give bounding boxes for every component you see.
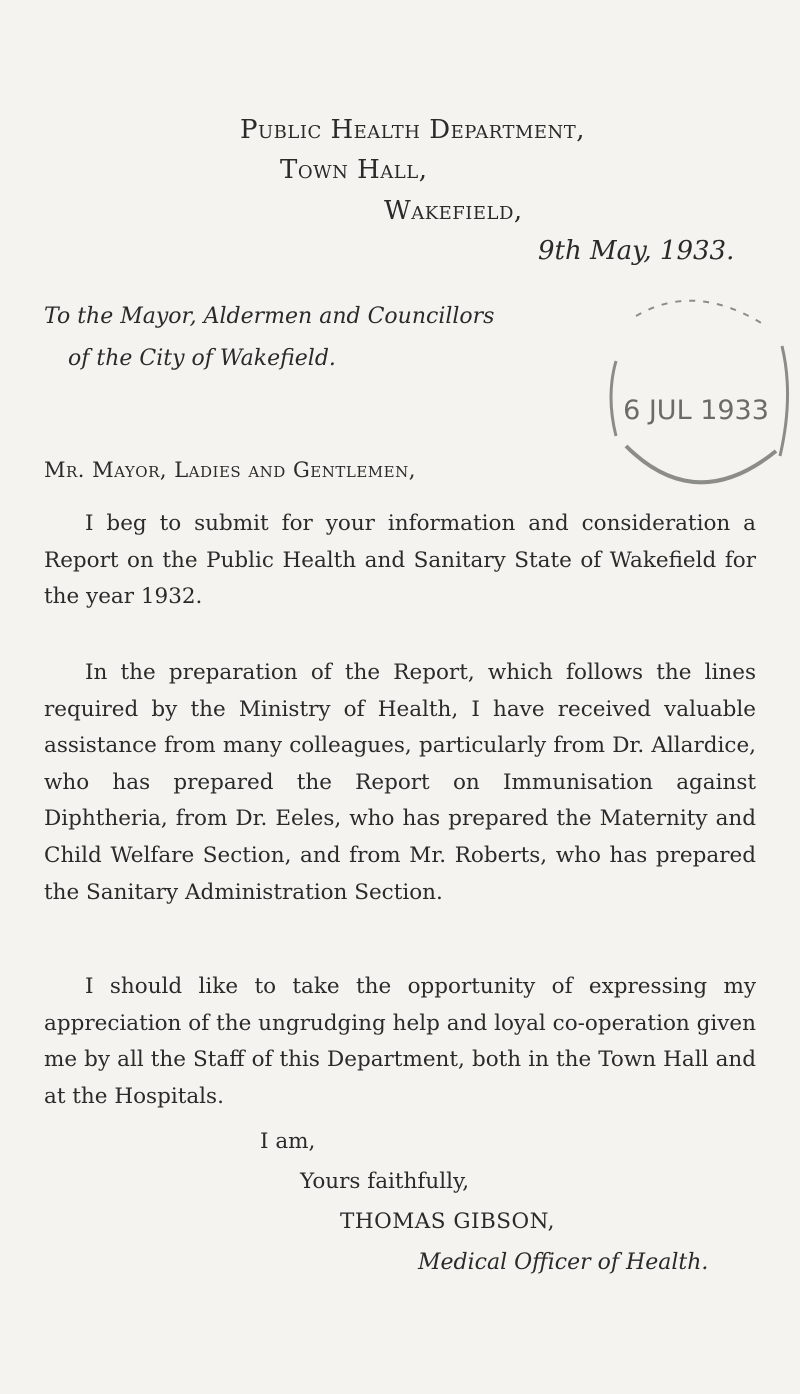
signatory-title: Medical Officer of Health. xyxy=(418,1250,709,1275)
stamp-date: 6 JUL 1933 xyxy=(623,395,769,426)
date-rest: May, 1933. xyxy=(590,236,735,266)
date-day: 9th xyxy=(538,236,582,266)
paragraph-1: I beg to submit for your information and consideration a Report on the Public Health and Sanitary State of Wakefield for the year 1932. xyxy=(44,511,756,610)
address-line-2: of the City of Wakefield. xyxy=(68,346,336,371)
salutation: Mr. Mayor, Ladies and Gentlemen, xyxy=(44,458,416,482)
stamp-arc-left xyxy=(611,361,616,436)
paragraph-2: In the preparation of the Report, which follows the lines required by the Ministry of Health, I have received valuable assistance from many colleagues, particularly from Dr. Allardice, who has prepared the Report on Immunisation against Diphtheria, from Dr. Eeles, who has prepared the Maternity and Child Welfare Section, and from Mr. Roberts, who has prepared the Sanitary Administration Section. xyxy=(44,660,756,905)
city-line: Wakefield, xyxy=(384,196,523,226)
department-line: Public Health Department, xyxy=(240,115,586,145)
address-line-1: To the Mayor, Aldermen and Councillors xyxy=(44,304,495,329)
paragraph-3: I should like to take the opportunity of expressing my appreciation of the ungrudging help and loyal co-operation given me by all the Staff of this Department, both in the Town Hall and at the Hospitals. xyxy=(44,974,756,1109)
stamp-arc-right xyxy=(780,346,788,456)
received-stamp xyxy=(596,286,796,502)
closing-i-am: I am, xyxy=(260,1129,316,1154)
date-line xyxy=(538,236,734,266)
building-line: Town Hall, xyxy=(280,155,428,185)
signatory-name: THOMAS GIBSON, xyxy=(340,1209,555,1234)
closing-yours: Yours faithfully, xyxy=(300,1169,470,1194)
